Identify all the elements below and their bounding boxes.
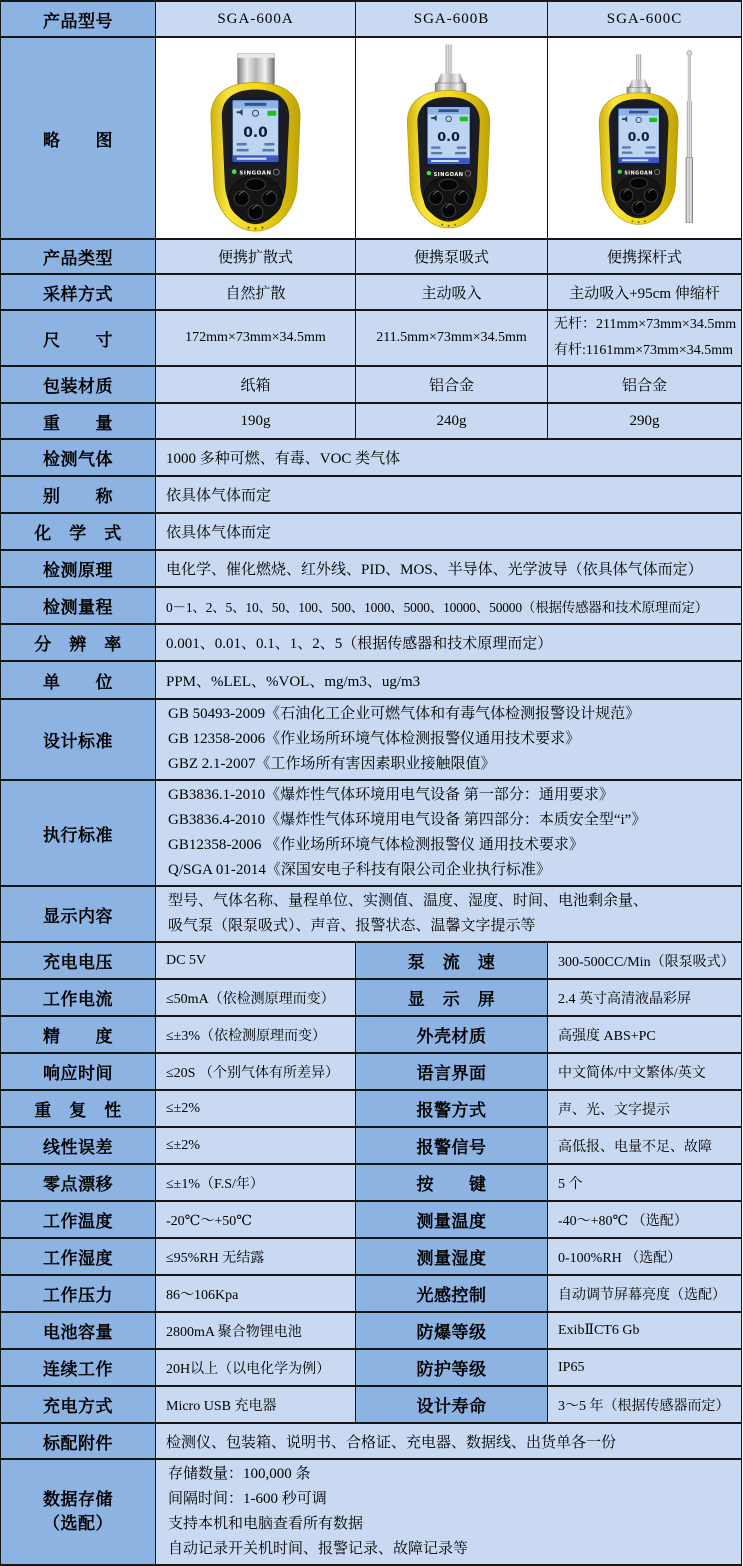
label-cell: 设计标准 bbox=[1, 699, 156, 780]
storage-line: 自动记录开关机时间、报警记录、故障记录等 bbox=[168, 1541, 469, 1557]
label-cell: 响应时间 bbox=[1, 1053, 156, 1090]
value-cell: 纸箱 bbox=[156, 366, 356, 403]
dual-spec-row bbox=[1, 1164, 742, 1201]
label-cell: 防爆等级 bbox=[356, 1312, 548, 1349]
dual-spec-row bbox=[1, 1127, 742, 1164]
value-cell: 检测仪、包装箱、说明书、合格证、充电器、数据线、出货单各一份 bbox=[156, 1423, 742, 1459]
row-detection-principle bbox=[1, 550, 742, 587]
device-cell-b bbox=[356, 37, 548, 239]
value-cell bbox=[156, 886, 742, 942]
value-cell: PPM、%LEL、%VOL、mg/m3、ug/m3 bbox=[156, 661, 742, 699]
standard-line: Q/SGA 01-2014《深国安电子科技有限公司企业执行标准》 bbox=[168, 862, 551, 878]
value-cell: 290g bbox=[548, 403, 742, 439]
label-cell: 工作压力 bbox=[1, 1275, 156, 1312]
standard-line: GB 50493-2009《石油化工企业可燃气体和有毒气体检测报警设计规范》 bbox=[168, 706, 641, 722]
value-cell: 211.5mm×73mm×34.5mm bbox=[356, 310, 548, 366]
label-cell: 工作温度 bbox=[1, 1201, 156, 1238]
standard-line: GB12358-2006 《作业场所环境气体检测报警仪 通用技术要求》 bbox=[168, 837, 584, 853]
value-cell: 300-500CC/Min（限泵吸式） bbox=[548, 942, 742, 979]
row-product-type bbox=[1, 239, 742, 274]
value-cell: ≤50mA（依检测原理而变） bbox=[156, 979, 356, 1016]
row-display-content bbox=[1, 886, 742, 942]
value-cell: 0-100%RH （选配） bbox=[548, 1238, 742, 1275]
value-cell: 中文简体/中文繁体/英文 bbox=[548, 1053, 742, 1090]
value-cell: 自动调节屏幕亮度（选配） bbox=[548, 1275, 742, 1312]
row-detection-range bbox=[1, 587, 742, 624]
dual-spec-row bbox=[1, 1053, 742, 1090]
row-design-standard bbox=[1, 699, 742, 780]
probe-icon bbox=[446, 44, 452, 74]
label-cell: 工作湿度 bbox=[1, 1238, 156, 1275]
label-cell: 单 位 bbox=[1, 661, 156, 699]
row-sketch bbox=[1, 37, 742, 239]
label-cell: 线性误差 bbox=[1, 1127, 156, 1164]
label-cell: 检测量程 bbox=[1, 587, 156, 624]
value-cell: 自然扩散 bbox=[156, 274, 356, 310]
row-packing-material bbox=[1, 366, 742, 403]
value-cell: 86～106Kpa bbox=[156, 1275, 356, 1312]
value-cell: 铝合金 bbox=[356, 366, 548, 403]
dual-spec-row bbox=[1, 1386, 742, 1423]
label-cell: 语言界面 bbox=[356, 1053, 548, 1090]
label-cell: 按 键 bbox=[356, 1164, 548, 1201]
label-cell: 采样方式 bbox=[1, 274, 156, 310]
device-cell-c bbox=[548, 37, 742, 239]
dimension-line: 无杆：211mm×73mm×34.5mm bbox=[554, 317, 737, 332]
value-cell: ≤±1%（F.S/年） bbox=[156, 1164, 356, 1201]
display-line: 型号、气体名称、量程单位、实测值、温度、湿度、时间、电池剩余量、 bbox=[168, 893, 649, 909]
row-unit bbox=[1, 661, 742, 699]
value-cell: 高低报、电量不足、故障 bbox=[548, 1127, 742, 1164]
label-cell: 光感控制 bbox=[356, 1275, 548, 1312]
device-cell-a bbox=[156, 37, 356, 239]
row-execution-standard bbox=[1, 780, 742, 886]
label-cell: 设计寿命 bbox=[356, 1386, 548, 1423]
row-data-storage bbox=[1, 1459, 742, 1565]
label-cell: 检测气体 bbox=[1, 439, 156, 476]
label-line: 数据存储 bbox=[43, 1490, 113, 1510]
label-cell: 略 图 bbox=[1, 37, 156, 239]
value-cell: 铝合金 bbox=[548, 366, 742, 403]
label-cell: 外壳材质 bbox=[356, 1016, 548, 1053]
row-dimensions bbox=[1, 310, 742, 366]
label-cell: 精 度 bbox=[1, 1016, 156, 1053]
value-cell: ≤±2% bbox=[156, 1127, 356, 1164]
label-cell: 分 辨 率 bbox=[1, 624, 156, 661]
value-cell: ≤95%RH 无结露 bbox=[156, 1238, 356, 1275]
device-photo-sga600c bbox=[548, 39, 741, 237]
dual-spec-row bbox=[1, 1275, 742, 1312]
label-cell: 充电电压 bbox=[1, 942, 156, 979]
label-cell: 检测原理 bbox=[1, 550, 156, 587]
value-cell: ExibⅡCT6 Gb bbox=[548, 1312, 742, 1349]
probe-icon bbox=[636, 54, 641, 80]
label-cell: 测量湿度 bbox=[356, 1238, 548, 1275]
label-cell: 零点漂移 bbox=[1, 1164, 156, 1201]
value-cell: DC 5V bbox=[156, 942, 356, 979]
value-cell: 便携扩散式 bbox=[156, 239, 356, 274]
value-cell: -20℃～+50℃ bbox=[156, 1201, 356, 1238]
row-product-model bbox=[1, 1, 742, 37]
value-cell: 0.001、0.01、0.1、1、2、5（根据传感器和技术原理而定） bbox=[156, 624, 742, 661]
dual-spec-row bbox=[1, 942, 742, 979]
value-cell: 190g bbox=[156, 403, 356, 439]
value-cell: Micro USB 充电器 bbox=[156, 1386, 356, 1423]
value-cell: 20H以上（以电化学为例） bbox=[156, 1349, 356, 1386]
label-cell: 重 复 性 bbox=[1, 1090, 156, 1127]
row-weight bbox=[1, 403, 742, 439]
dimension-line: 有杆:1161mm×73mm×34.5mm bbox=[554, 343, 733, 358]
value-cell bbox=[156, 780, 742, 886]
value-cell: 5 个 bbox=[548, 1164, 742, 1201]
value-cell: 声、光、文字提示 bbox=[548, 1090, 742, 1127]
label-cell: 连续工作 bbox=[1, 1349, 156, 1386]
storage-line: 间隔时间：1-600 秒可调 bbox=[168, 1491, 327, 1507]
value-cell: IP65 bbox=[548, 1349, 742, 1386]
model-cell-b: SGA-600B bbox=[356, 1, 548, 37]
label-cell: 产品型号 bbox=[1, 1, 156, 37]
value-cell: 0－1、2、5、10、50、100、500、1000、5000、10000、50000（根据传感器和技术原理而定） bbox=[156, 587, 742, 624]
value-cell: 高强度 ABS+PC bbox=[548, 1016, 742, 1053]
label-cell: 测量温度 bbox=[356, 1201, 548, 1238]
dual-spec-row bbox=[1, 1312, 742, 1349]
value-cell: ≤±3%（依检测原理而变） bbox=[156, 1016, 356, 1053]
dual-spec-row bbox=[1, 979, 742, 1016]
value-cell bbox=[156, 1459, 742, 1565]
label-line: （选配） bbox=[43, 1514, 113, 1534]
standard-line: GB3836.4-2010《爆炸性气体环境用电气设备 第四部分：本质安全型“i”》 bbox=[168, 812, 647, 828]
model-cell-c: SGA-600C bbox=[548, 1, 742, 37]
label-cell: 产品类型 bbox=[1, 239, 156, 274]
storage-line: 支持本机和电脑查看所有数据 bbox=[168, 1516, 364, 1532]
value-cell: ≤20S （个别气体有所差异） bbox=[156, 1053, 356, 1090]
device-photo-sga600a bbox=[156, 39, 355, 237]
label-cell: 重 量 bbox=[1, 403, 156, 439]
value-cell bbox=[156, 699, 742, 780]
value-cell bbox=[548, 310, 742, 366]
label-cell: 工作电流 bbox=[1, 979, 156, 1016]
label-cell: 报警信号 bbox=[356, 1127, 548, 1164]
value-cell: 主动吸入+95cm 伸缩杆 bbox=[548, 274, 742, 310]
label-cell: 包装材质 bbox=[1, 366, 156, 403]
value-cell: -40～+80℃ （选配） bbox=[548, 1201, 742, 1238]
telescopic-rod-icon bbox=[686, 51, 693, 223]
label-cell: 显 示 屏 bbox=[356, 979, 548, 1016]
standard-line: GBZ 2.1-2007《工作场所有害因素职业接触限值》 bbox=[168, 756, 496, 772]
row-alias bbox=[1, 476, 742, 513]
value-cell: 2.4 英寸高清液晶彩屏 bbox=[548, 979, 742, 1016]
value-cell: ≤±2% bbox=[156, 1090, 356, 1127]
label-cell: 别 称 bbox=[1, 476, 156, 513]
label-cell: 泵 流 速 bbox=[356, 942, 548, 979]
label-cell bbox=[1, 1459, 156, 1565]
standard-line: GB 12358-2006《作业场所环境气体检测报警仪通用技术要求》 bbox=[168, 731, 581, 747]
row-chemical-formula bbox=[1, 513, 742, 550]
dual-spec-row bbox=[1, 1090, 742, 1127]
dual-spec-row bbox=[1, 1201, 742, 1238]
value-cell: 电化学、催化燃烧、红外线、PID、MOS、半导体、光学波导（依具体气体而定） bbox=[156, 550, 742, 587]
label-cell: 防护等级 bbox=[356, 1349, 548, 1386]
row-standard-accessories bbox=[1, 1423, 742, 1459]
label-cell: 显示内容 bbox=[1, 886, 156, 942]
dual-spec-row bbox=[1, 1238, 742, 1275]
device-photo-sga600b bbox=[356, 39, 547, 237]
value-cell: 2800mA 聚合物锂电池 bbox=[156, 1312, 356, 1349]
value-cell: 240g bbox=[356, 403, 548, 439]
row-detected-gas bbox=[1, 439, 742, 476]
value-cell: 依具体气体而定 bbox=[156, 513, 742, 550]
label-cell: 标配附件 bbox=[1, 1423, 156, 1459]
value-cell: 172mm×73mm×34.5mm bbox=[156, 310, 356, 366]
label-cell: 化 学 式 bbox=[1, 513, 156, 550]
dual-spec-row bbox=[1, 1349, 742, 1386]
dual-spec-row bbox=[1, 1016, 742, 1053]
display-line: 吸气泵（限泵吸式）、声音、报警状态、温馨文字提示等 bbox=[168, 918, 536, 934]
model-cell-a: SGA-600A bbox=[156, 1, 356, 37]
value-cell: 便携探杆式 bbox=[548, 239, 742, 274]
value-cell: 1000 多种可燃、有毒、VOC 类气体 bbox=[156, 439, 742, 476]
row-resolution bbox=[1, 624, 742, 661]
value-cell: 3～5 年（根据传感器而定） bbox=[548, 1386, 742, 1423]
storage-line: 存储数量：100,000 条 bbox=[168, 1466, 311, 1482]
standard-line: GB3836.1-2010《爆炸性气体环境用电气设备 第一部分：通用要求》 bbox=[168, 787, 614, 803]
label-cell: 尺 寸 bbox=[1, 310, 156, 366]
label-cell: 充电方式 bbox=[1, 1386, 156, 1423]
value-cell: 依具体气体而定 bbox=[156, 476, 742, 513]
row-sampling-method bbox=[1, 274, 742, 310]
value-cell: 主动吸入 bbox=[356, 274, 548, 310]
label-cell: 报警方式 bbox=[356, 1090, 548, 1127]
label-cell: 电池容量 bbox=[1, 1312, 156, 1349]
value-cell: 便携泵吸式 bbox=[356, 239, 548, 274]
label-cell: 执行标准 bbox=[1, 780, 156, 886]
